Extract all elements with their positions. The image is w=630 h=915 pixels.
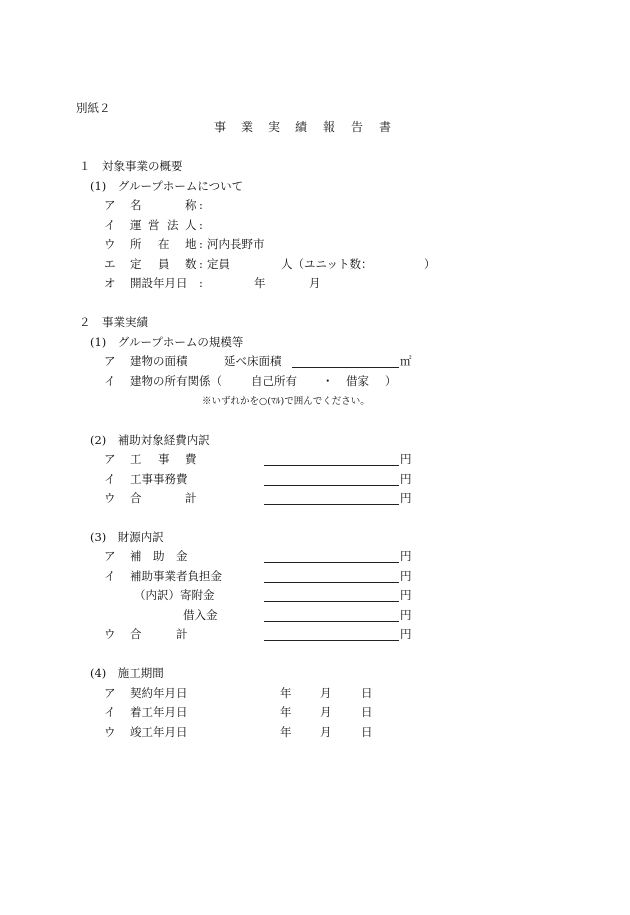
section-1-1-heading: (1) グループホームについて <box>90 179 244 193</box>
construction-cost-field[interactable] <box>264 465 399 466</box>
attachment-label: 別紙２ <box>76 101 111 115</box>
cost-total-field[interactable] <box>264 504 399 505</box>
office-cost-field[interactable] <box>264 485 399 486</box>
section-2-3-heading: (3) 財源内訳 <box>90 530 164 544</box>
funding-total-field[interactable] <box>264 640 399 641</box>
ownership-note: ※いずれかを○(ﾏﾙ)で囲んでください。 <box>202 396 370 407</box>
ownership-option-self-owned[interactable]: 自己所有 <box>251 374 297 388</box>
section-2-4-heading: (4) 施工期間 <box>90 666 164 680</box>
document-title: 事 業 実 績 報 告 書 <box>214 120 392 134</box>
ownership-option-rented[interactable]: 借家 <box>346 374 369 388</box>
floor-area-field[interactable] <box>292 367 399 368</box>
section-2-1-heading: (1) グループホームの規模等 <box>90 335 244 349</box>
section-2-heading: ２ 事業実績 <box>79 315 148 329</box>
subsidy-field[interactable] <box>264 562 399 563</box>
burden-field[interactable] <box>264 582 399 583</box>
donation-field[interactable] <box>264 601 399 602</box>
section-1-heading: １ 対象事業の概要 <box>79 159 183 173</box>
loan-field[interactable] <box>264 621 399 622</box>
section-2-2-heading: (2) 補助対象経費内訳 <box>90 433 210 447</box>
